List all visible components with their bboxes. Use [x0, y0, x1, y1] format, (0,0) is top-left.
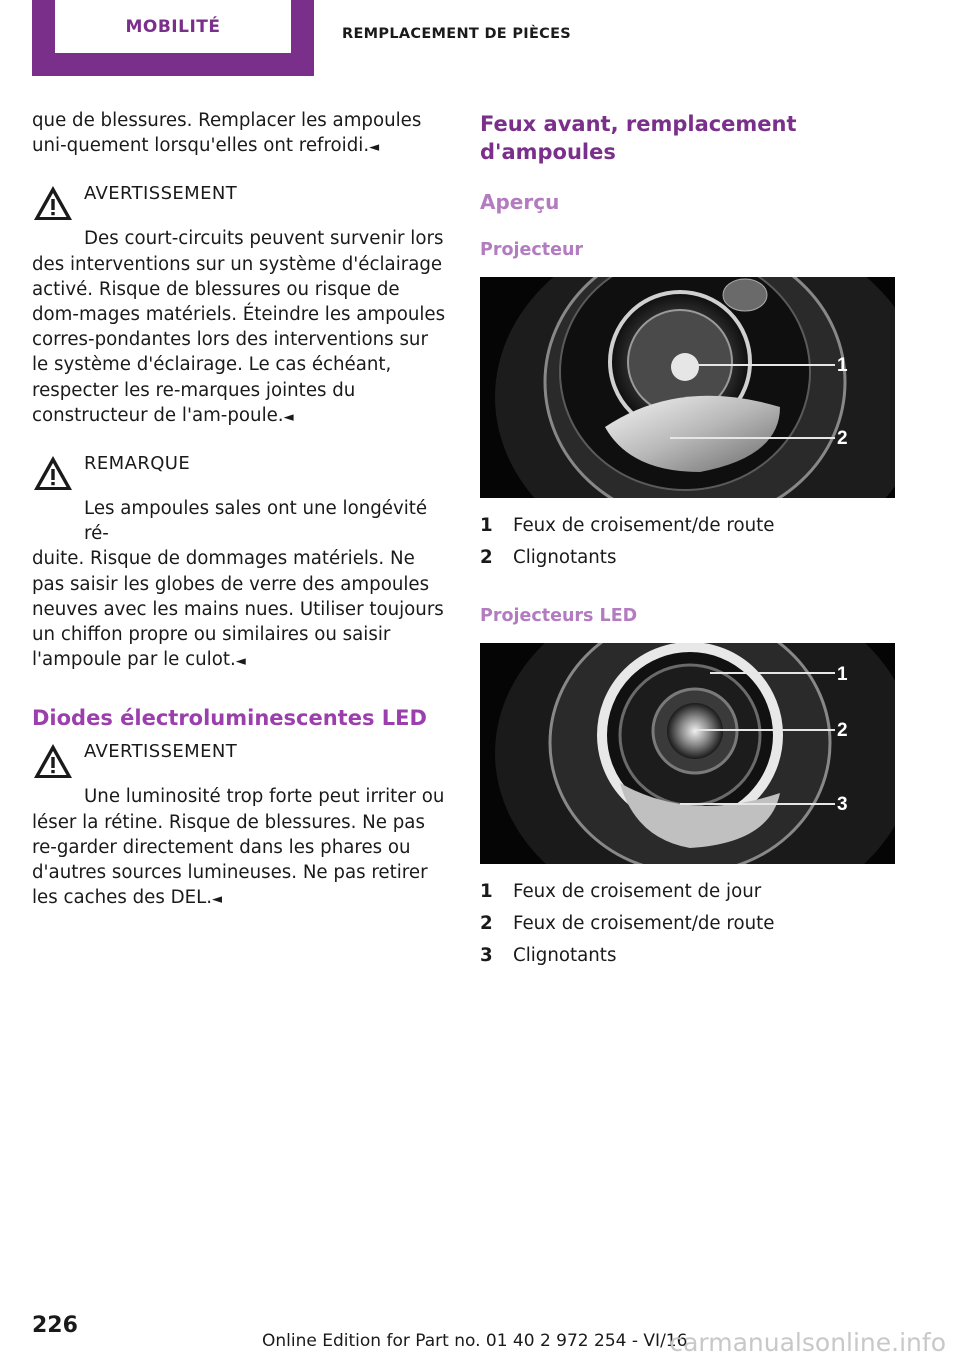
led-projector-heading: Projecteurs LED: [480, 606, 638, 626]
section-heading: Feux avant, remplacement d'ampoules: [480, 112, 797, 164]
legend-number: 2: [480, 913, 493, 934]
intro-paragraph: [32, 108, 447, 160]
note-block: [32, 452, 447, 674]
warning-triangle-icon: [32, 184, 74, 222]
headlight-illustration: [480, 277, 895, 498]
warning-triangle-icon: [32, 742, 74, 780]
legend-number: 1: [480, 515, 493, 536]
led-projector-legend: [480, 876, 896, 972]
note-text: [32, 546, 447, 674]
end-mark: ◄: [235, 654, 246, 670]
callout-label: 2: [837, 720, 848, 741]
warning-first-line: Des court-circuits peuvent survenir lors: [84, 228, 444, 250]
right-column: [480, 108, 896, 972]
warning-text-body: des interventions sur un système d'éclairage activé. Risque de blessures ou risque de dom-mages matériels. Éteindre les ampoules corres-pondantes lors des interventions sur le système d'éclairage. Le cas échéant, respecter les re-marques jointes du constructeur de l'am-poule.: [32, 253, 446, 426]
legend-item: [480, 908, 896, 940]
legend-item: [480, 542, 896, 574]
legend-number: 2: [480, 547, 493, 568]
legend-item: [480, 876, 896, 908]
note-text-body: duite. Risque de dommages matériels. Ne pas saisir les globes de verre des ampoules neuves avec les mains nues. Utiliser toujours un chiffon propre ou similaires ou saisir l'ampoule par le culot.: [32, 548, 444, 671]
warning-block-short-circuit: [32, 182, 447, 430]
callout-label: 3: [837, 794, 848, 815]
chapter-tab-label: MOBILITÉ: [55, 0, 291, 53]
edition-footer: Online Edition for Part no. 01 40 2 972 254 - VI/16: [262, 1331, 688, 1351]
end-mark: ◄: [369, 140, 380, 156]
warning-text-body: léser la rétine. Risque de blessures. Ne pas re-garder directement dans les phares ou d'autres sources lumineuses. Ne pas retirer les caches des DEL.: [32, 811, 428, 909]
projector-legend: [480, 510, 896, 574]
legend-number: 3: [480, 945, 493, 966]
note-title: REMARQUE: [84, 453, 191, 475]
chapter-tab: [32, 0, 314, 76]
warning-title: AVERTISSEMENT: [84, 183, 238, 205]
warning-first-line: Une luminosité trop forte peut irriter ou: [84, 786, 445, 808]
warning-title: AVERTISSEMENT: [84, 741, 238, 763]
callout-label: 1: [837, 355, 848, 376]
warning-text: [32, 252, 447, 430]
legend-text: Clignotants: [513, 945, 617, 966]
watermark: carmanualsonline.info: [669, 1328, 946, 1357]
projector-heading: Projecteur: [480, 240, 584, 260]
callout-label: 1: [837, 664, 848, 685]
led-heading: Diodes électroluminescentes LED: [32, 706, 427, 731]
callout-label: 2: [837, 428, 848, 449]
legend-text: Feux de croisement/de route: [513, 515, 775, 536]
page-number: 226: [32, 1313, 78, 1338]
note-first-line: Les ampoules sales ont une longévité ré-: [84, 498, 428, 545]
legend-text: Clignotants: [513, 547, 617, 568]
warning-triangle-icon: [32, 454, 74, 492]
subsection-heading: Aperçu: [480, 190, 560, 214]
legend-text: Feux de croisement/de route: [513, 913, 775, 934]
end-mark: ◄: [212, 892, 223, 908]
led-headlight-illustration: [480, 643, 895, 864]
left-column: [32, 108, 447, 912]
legend-item: [480, 510, 896, 542]
legend-text: Feux de croisement de jour: [513, 881, 762, 902]
warning-text: [32, 810, 447, 913]
intro-text: que de blessures. Remplacer les ampoules uni-quement lorsqu'elles ont refroidi.: [32, 110, 422, 157]
warning-block-brightness: [32, 740, 447, 912]
end-mark: ◄: [283, 409, 294, 425]
legend-item: [480, 940, 896, 972]
legend-number: 1: [480, 881, 493, 902]
section-title: REMPLACEMENT DE PIÈCES: [342, 26, 572, 42]
